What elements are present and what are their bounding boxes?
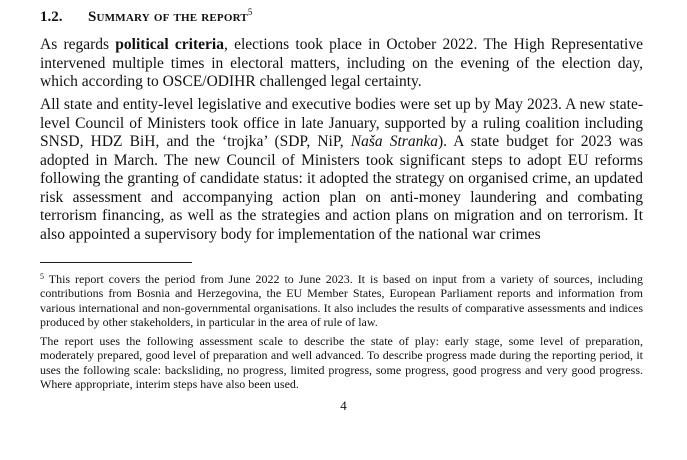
paragraph-text: ). A state budget for 2023 was adopted in March. The new Council of Ministers took significant steps to adopt EU reforms following the granting of candidate status: it adopted the strategy on organised crime, an updated risk assessment and accompanying action plan on anti-money laundering and combating terrorism financing, as well as the strategies and action plans on migration and on terrorism. It also appointed a supervisory body for implementation of the national war crimes — [40, 133, 644, 243]
section-heading — [40, 8, 252, 26]
section-number: 1.2. — [40, 9, 63, 25]
footnote-text: The report uses the following assessment scale to describe the state of play: early stage, some level of preparation, moderately prepared, good level of preparation and well advanced. To describe progress made during the reporting period, it uses the following scale: backsliding, no progress, limited progress, some progress, good progress and very good progress. Where appropriate, interim steps have also been used. — [40, 334, 643, 391]
footnote-5-continued — [40, 334, 643, 391]
footnote-separator — [40, 262, 192, 263]
paragraph-political-criteria — [40, 36, 643, 92]
page-number: 4 — [340, 398, 347, 413]
footnote-5 — [40, 272, 643, 329]
bold-term: political criteria — [115, 36, 224, 53]
italic-party-name: Naša Stranka — [350, 133, 438, 150]
paragraph-institutions — [40, 96, 643, 244]
footnote-text: This report covers the period from June 2022 to June 2023. It is based on input from a variety of sources, including contributions from Bosnia and Herzegovina, the EU Member States, European Parliament reports and information from various international and non-governmental organisations. It also includes the results of comparative assessments and indices produced by other stakeholders, in particular in the area of rule of law. — [40, 272, 643, 329]
footnote-marker: 5 — [40, 272, 44, 281]
section-title: Summary of the report — [88, 9, 248, 25]
paragraph-text: As regards — [40, 36, 116, 53]
paragraph-text: , elections took place in October 2022. The High Representative intervened multiple times in electoral matters, including on the evening of the election day, which according to OSCE/ODIHR challenged legal certainty. — [40, 36, 643, 90]
footnote-reference[interactable]: 5 — [247, 7, 253, 17]
paragraph-text: All state and entity-level legislative and executive bodies were set up by May 2023. A new state-level Council of Ministers took office in late January, supported by a ruling coalition including SNSD, HDZ BiH, and the ‘trojka’ (SDP, NiP, — [40, 96, 643, 150]
